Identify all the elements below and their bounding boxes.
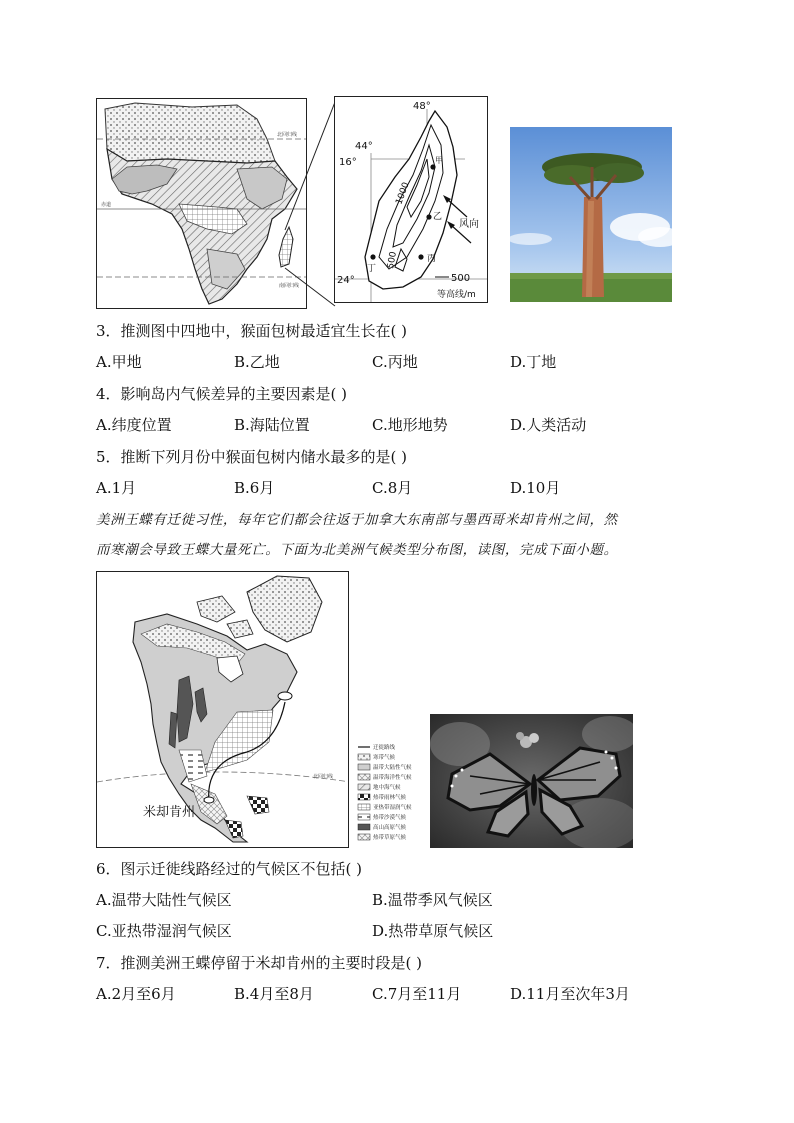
question-7-option-c[interactable]: C.7月至11月	[372, 985, 462, 1003]
site-jia-label: 甲	[435, 156, 443, 165]
legend-item: 高山高原气候	[373, 825, 407, 831]
question-5-option-d[interactable]: D.10月	[510, 479, 561, 497]
monarch-butterfly-photo	[430, 714, 633, 848]
site-yi-label: 乙	[433, 212, 443, 222]
question-5-option-c[interactable]: C.8月	[372, 479, 413, 497]
passage-line-2: 而寒潮会导致王蝶大量死亡。下面为北美洲气候类型分布图，读图，完成下面小题。	[96, 542, 618, 558]
lat-48-label: 48°	[413, 101, 431, 112]
question-3-option-a[interactable]: A.甲地	[96, 353, 142, 371]
africa-map	[96, 98, 307, 309]
contour-500-legend-label: 500	[451, 273, 471, 284]
question-3-stem: 3．推测图中四地中，猴面包树最适宜生长在( )	[96, 322, 408, 340]
question-3-option-b[interactable]: B.乙地	[234, 353, 280, 371]
equator-label: 赤道	[101, 202, 112, 208]
question-3-option-d[interactable]: D.丁地	[510, 353, 557, 371]
question-5-stem: 5．推断下列月份中猴面包树内储水最多的是( )	[96, 448, 408, 466]
lat-16-label: 16°	[339, 157, 357, 168]
question-4-option-c[interactable]: C.地形地势	[372, 416, 448, 434]
michoacan-label: 米却肯州	[143, 805, 196, 820]
question-6-option-a[interactable]: A.温带大陆性气候区	[96, 891, 232, 909]
legend-item: 地中海气候	[373, 785, 401, 791]
legend-item: 温带海洋性气候	[373, 775, 412, 781]
contour-legend-label: 等高线/m	[437, 290, 476, 300]
site-bing-label: 丙	[427, 254, 437, 264]
wind-direction-label: 风向	[459, 219, 479, 230]
question-7-option-a[interactable]: A.2月至6月	[96, 985, 176, 1003]
legend-item: 热带雨林气候	[373, 795, 407, 801]
contour-500-inner-label: 500	[386, 250, 399, 270]
north-america-climate-map	[96, 571, 349, 848]
legend-item: 热带沙漠气候	[373, 815, 407, 821]
lon-44-label: 44°	[355, 141, 373, 152]
madagascar-contour-map	[334, 96, 488, 303]
legend-item: 热带草原气候	[373, 835, 407, 841]
site-yi-marker	[426, 214, 431, 219]
question-7-option-b[interactable]: B.4月至8月	[234, 985, 314, 1003]
site-ding-label: 丁	[367, 264, 377, 274]
tropic-label: 北回归线	[313, 774, 334, 780]
lat-24-label: 24°	[337, 275, 355, 286]
question-6-option-d[interactable]: D.热带草原气候区	[372, 922, 494, 940]
tropic-north-label: 北回归线	[277, 132, 298, 138]
site-jia-marker	[430, 164, 435, 169]
question-5-option-b[interactable]: B.6月	[234, 479, 275, 497]
legend-item: 寒带气候	[373, 755, 396, 761]
tropic-south-label: 南回归线	[279, 283, 300, 289]
climate-legend	[356, 742, 432, 848]
question-6-option-c[interactable]: C.亚热带湿润气候区	[96, 922, 232, 940]
question-7-option-d[interactable]: D.11月至次年3月	[510, 985, 630, 1003]
question-4-option-b[interactable]: B.海陆位置	[234, 416, 310, 434]
passage-line-1: 美洲王蝶有迁徙习性，每年它们都会往返于加拿大东南部与墨西哥米却肯州之间，然	[96, 512, 618, 528]
question-4-option-a[interactable]: A.纬度位置	[96, 416, 172, 434]
legend-item: 迁徙路线	[373, 745, 396, 751]
question-5-option-a[interactable]: A.1月	[96, 479, 137, 497]
question-4-stem: 4．影响岛内气候差异的主要因素是( )	[96, 385, 348, 403]
question-3-option-c[interactable]: C.丙地	[372, 353, 418, 371]
contour-1000-label: 1000	[394, 181, 412, 207]
baobab-photo	[510, 127, 672, 302]
inset-connector	[280, 98, 340, 313]
question-6-stem: 6．图示迁徙线路经过的气候区不包括( )	[96, 860, 363, 878]
site-ding-marker	[370, 254, 375, 259]
question-4-option-d[interactable]: D.人类活动	[510, 416, 587, 434]
legend-item: 温带大陆性气候	[373, 765, 412, 771]
site-bing-marker	[418, 254, 423, 259]
legend-item: 亚热带湿润气候	[373, 805, 412, 811]
question-7-stem: 7．推测美洲王蝶停留于米却肯州的主要时段是( )	[96, 954, 423, 972]
question-6-option-b[interactable]: B.温带季风气候区	[372, 891, 493, 909]
